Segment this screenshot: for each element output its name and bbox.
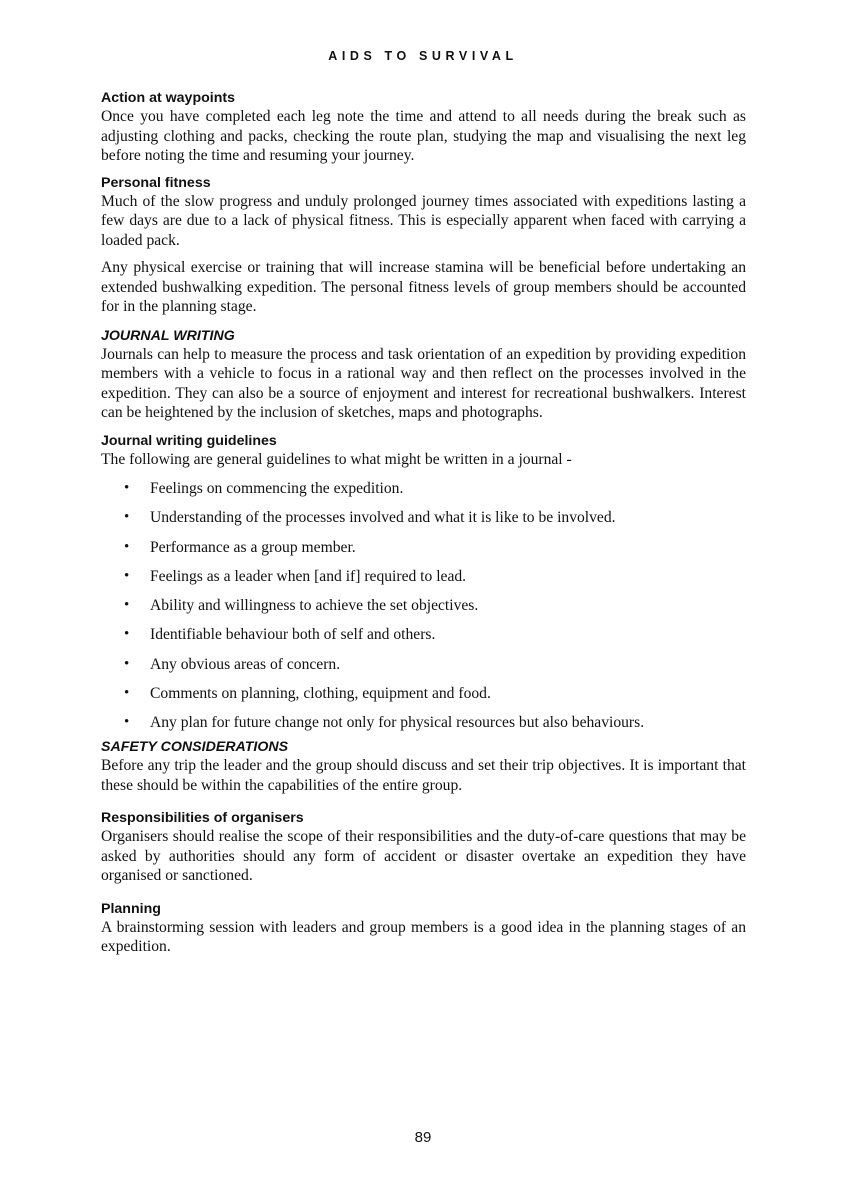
bullet-icon: • bbox=[124, 626, 130, 643]
bullet-icon: • bbox=[124, 567, 130, 584]
page-body bbox=[101, 90, 746, 957]
list-item: • Comments on planning, clothing, equipment and food. bbox=[124, 685, 491, 703]
list-item: • Identifiable behaviour both of self and others. bbox=[124, 626, 436, 644]
heading-safety-considerations: SAFETY CONSIDERATIONS bbox=[101, 739, 289, 756]
list-item: • Feelings as a leader when [and if] required to lead. bbox=[124, 567, 467, 585]
bullet-icon: • bbox=[124, 538, 130, 555]
heading-journal-guidelines: Journal writing guidelines bbox=[101, 432, 277, 449]
paragraph-planning: A brainstorming session with leaders and group members is a good idea in the planning stages of an expedition. bbox=[101, 918, 746, 956]
paragraph-journal-writing: Journals can help to measure the process and task orientation of an expedition by providing expedition members with a vehicle to focus in a rational way and then reflect on the processes involved in the expedition. They can also be a source of enjoyment and interest for recreational bushwalkers. Interest can be heightened by the inclusion of sketches, maps and photographs. bbox=[101, 345, 746, 421]
bullet-icon: • bbox=[124, 714, 130, 731]
paragraph-responsibilities: Organisers should realise the scope of their responsibilities and the duty-of-care questions that may be asked by authorities should any form of accident or disaster overtake an expedition they have organised or sanctioned. bbox=[101, 828, 746, 885]
page-number: 89 bbox=[414, 1129, 432, 1146]
list-item: • Understanding of the processes involved and what it is like to be involved. bbox=[124, 509, 616, 527]
list-item: • Any obvious areas of concern. bbox=[124, 655, 341, 673]
heading-planning: Planning bbox=[101, 900, 161, 917]
heading-responsibilities: Responsibilities of organisers bbox=[101, 810, 304, 827]
paragraph-journal-guidelines-intro: The following are general guidelines to what might be written in a journal - bbox=[101, 450, 572, 468]
paragraph-safety-considerations: Before any trip the leader and the group should discuss and set their trip objectives. It is important that these should be within the capabilities of the entire group. bbox=[101, 757, 746, 794]
list-item: • Ability and willingness to achieve the set objectives. bbox=[124, 597, 479, 615]
bullet-icon: • bbox=[124, 685, 130, 702]
bullet-icon: • bbox=[124, 597, 130, 614]
paragraph-personal-fitness-1: Much of the slow progress and unduly prolonged journey times associated with expeditions lasting a few days are due to a lack of physical fitness. This is especially apparent when faced with carrying a loaded pack. bbox=[101, 192, 746, 249]
heading-personal-fitness: Personal fitness bbox=[101, 174, 211, 191]
heading-journal-writing: JOURNAL WRITING bbox=[101, 327, 235, 344]
bullet-icon: • bbox=[124, 480, 130, 496]
list-item: • Any plan for future change not only for physical resources but also behaviours. bbox=[124, 714, 645, 732]
paragraph-personal-fitness-2: Any physical exercise or training that will increase stamina will be beneficial before undertaking an extended bushwalking expedition. The personal fitness levels of group members should be accounted for in the planning stage. bbox=[101, 259, 746, 315]
paragraph-action-at-waypoints: Once you have completed each leg note the time and attend to all needs during the break such as adjusting clothing and packs, checking the route plan, studying the map and visualising the next leg before noting the time and resuming your journey. bbox=[101, 108, 746, 164]
journal-guidelines-list bbox=[101, 479, 746, 735]
list-item: • Performance as a group member. bbox=[124, 538, 356, 556]
running-head: AIDS TO SURVIVAL bbox=[328, 49, 518, 63]
list-item: • Feelings on commencing the expedition. bbox=[124, 480, 404, 497]
bullet-icon: • bbox=[124, 509, 130, 526]
heading-action-at-waypoints: Action at waypoints bbox=[101, 90, 236, 106]
bullet-icon: • bbox=[124, 655, 130, 672]
